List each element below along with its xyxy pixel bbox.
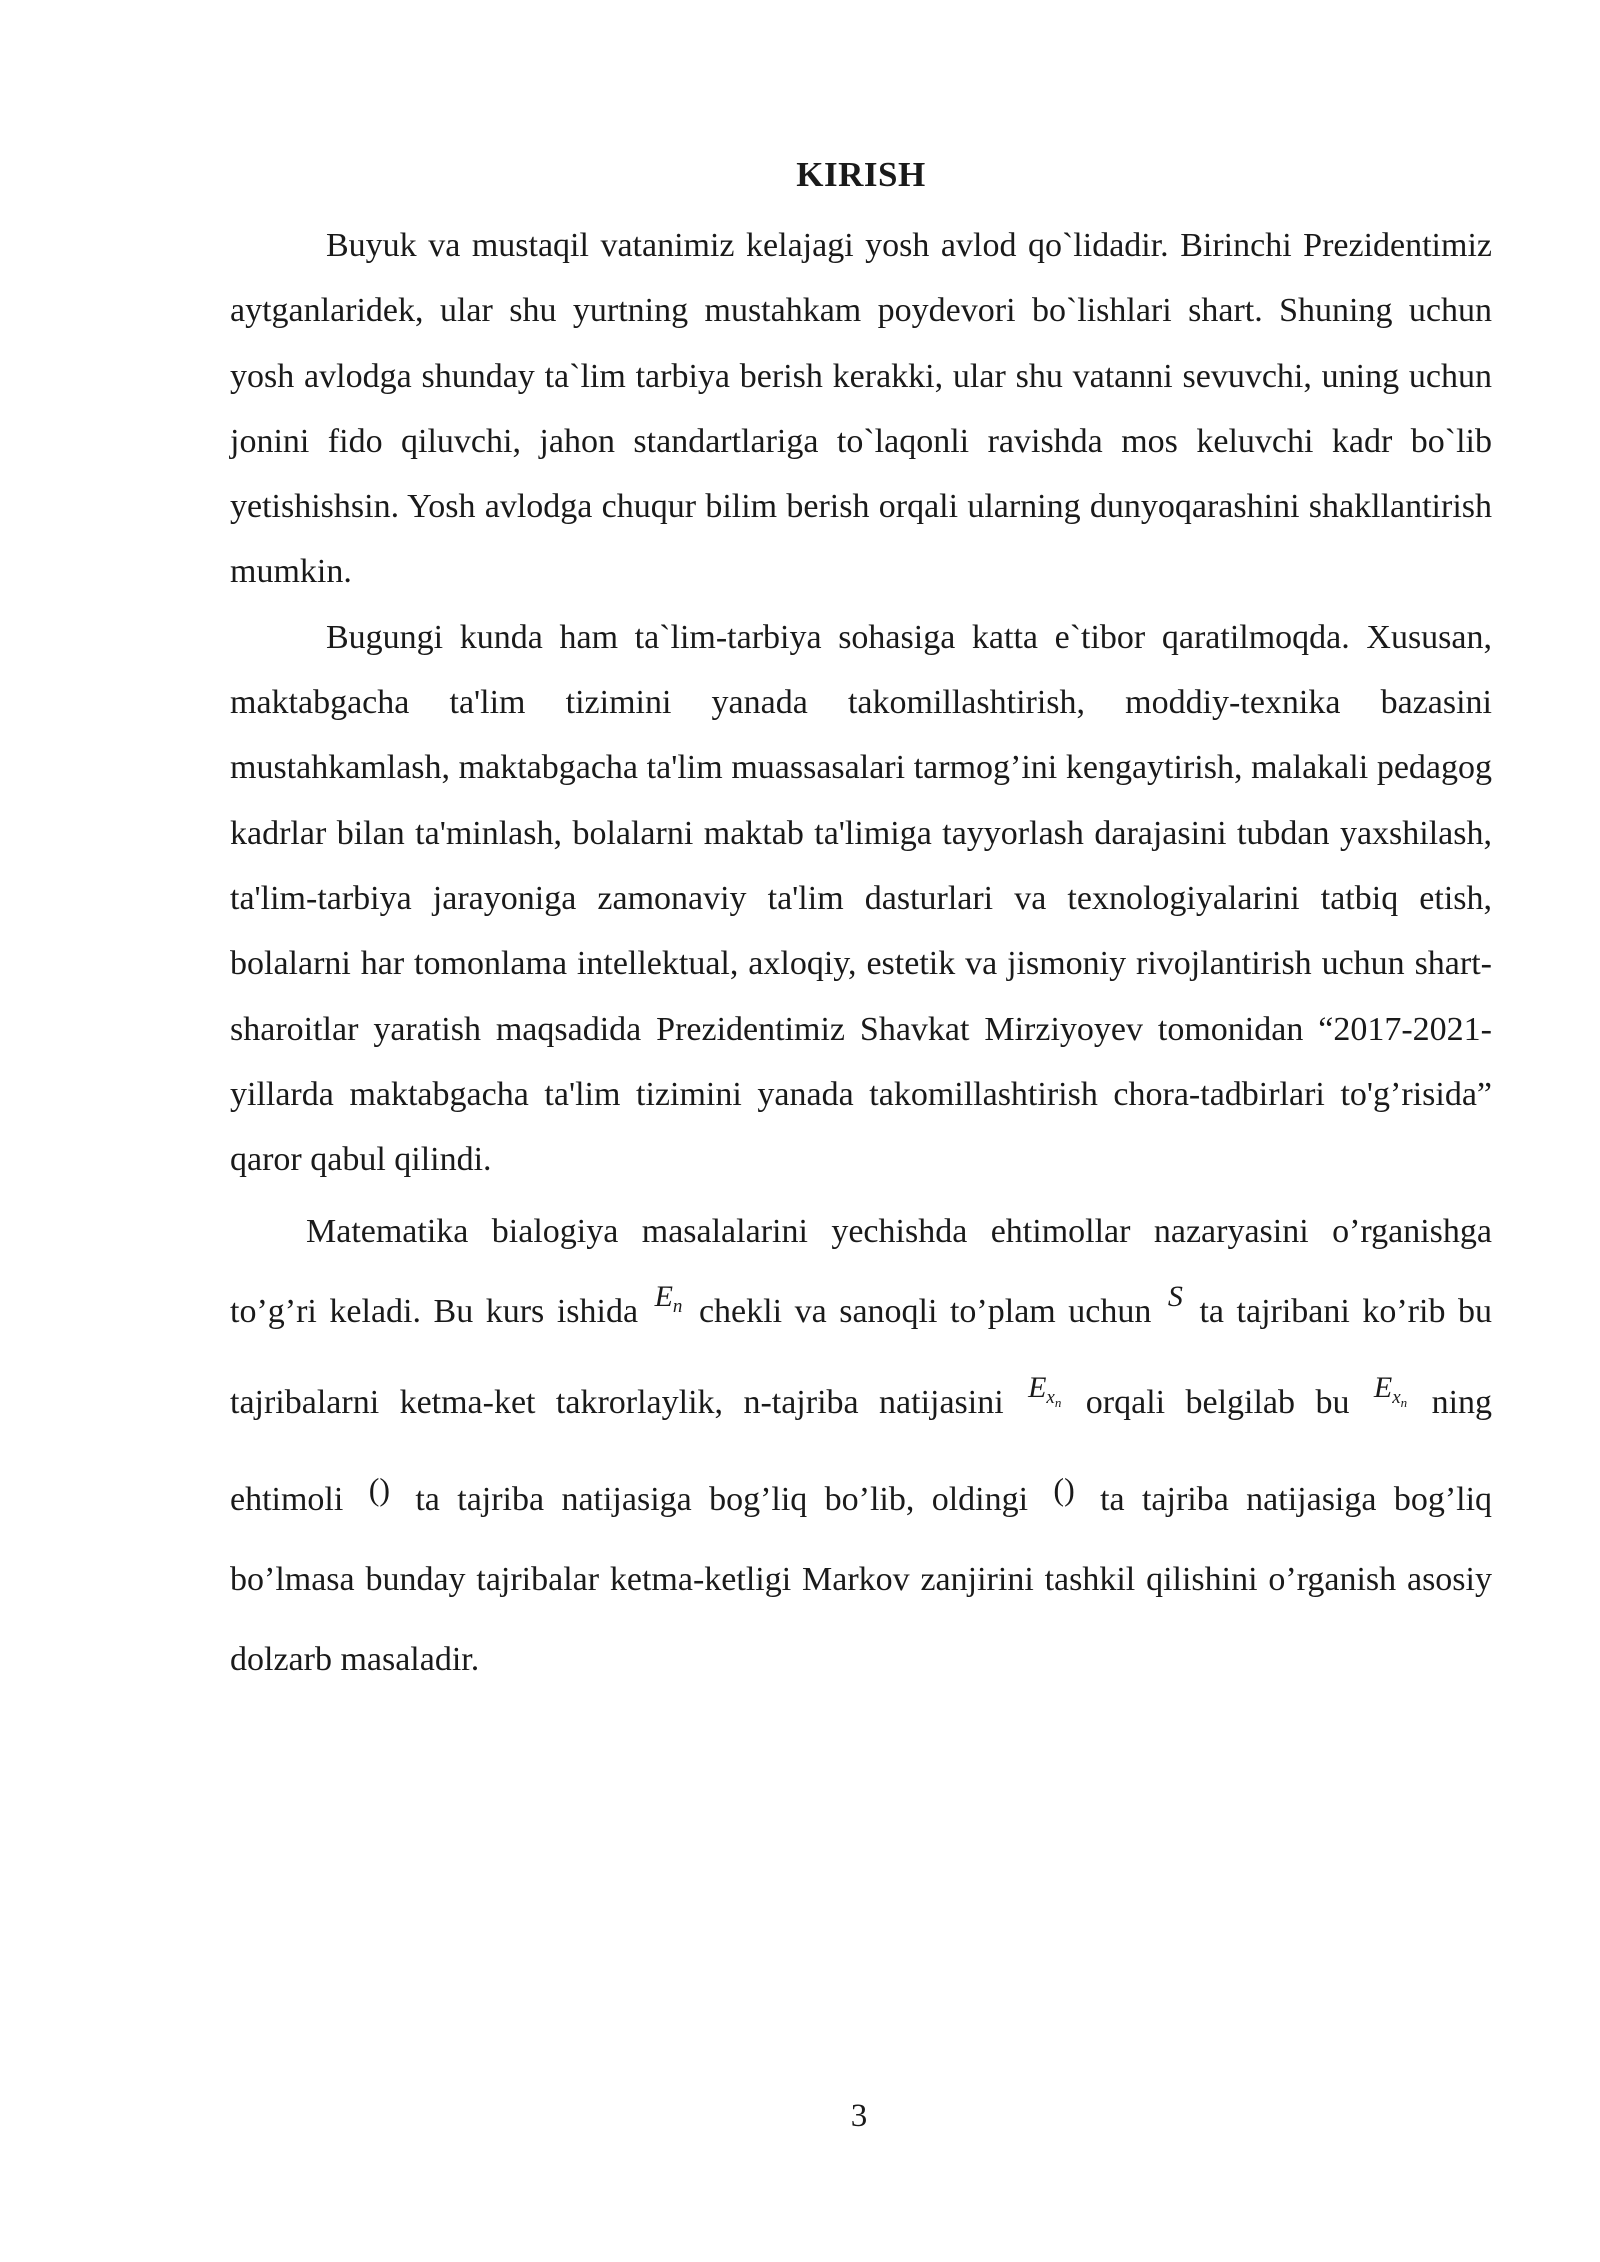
math-S: S [1167, 1280, 1183, 1314]
paragraph-text: chekli va sanoqli to’plam uchun [698, 1293, 1152, 1331]
math-symbol: E [654, 1280, 673, 1314]
paragraph-text: Matematika bialogiya masalalarini yechishda ehtimollar nazaryasini o’rganishga to’g’ri keladi. Bu kurs ishida [230, 1213, 1492, 1331]
math-subscript: n [1400, 1395, 1408, 1411]
paragraph-text: ta tajribani ko’rib bu tajribalarni ketma-ket takrorlaylik, n-tajriba natijasini [230, 1293, 1492, 1422]
math-symbol: E [1373, 1371, 1393, 1405]
math-E-n [654, 1280, 683, 1318]
page-number: 3 [850, 2098, 868, 2134]
math-parentheses: () [1053, 1471, 1075, 1508]
paragraph-markov [230, 1192, 1492, 1700]
math-subscript: n [672, 1296, 683, 1318]
document-page [230, 150, 1492, 1700]
paragraph-text: ta tajriba natijasiga bog’liq bo’lmasa bunday tajribalar ketma-ketligi Markov zanjirini tashkil qilishini o’rganish asosiy dolzarb masaladir. [230, 1481, 1493, 1679]
paragraph-text: orqali belgilab bu [1085, 1384, 1350, 1422]
math-subscript: n [1054, 1395, 1062, 1411]
math-E-xn [1028, 1371, 1062, 1411]
paragraph-intro: Buyuk va mustaqil vatanimiz kelajagi yosh avlod qo`lidadir. Birinchi Prezidentimiz aytganlaridek, ular shu yurtning mustahkam poydevori bo`lishlari shart. Shuning uchun yosh avlodga shunday ta`lim tarbiya berish kerakki, ular shu vatanni sevuvchi, uning uchun jonini fido qiluvchi, jahon standartlariga to`laqonli ravishda mos keluvchi kadr bo`lib yetishishsin. Yosh avlodga chuqur bilim berish orqali ularning dunyoqarashini shakllantirish mumkin. [230, 227, 1492, 591]
math-symbol: E [1028, 1371, 1047, 1405]
math-subscript: x [1046, 1387, 1055, 1409]
paragraph-text: ta tajriba natijasiga bog’liq bo’lib, oldingi [415, 1481, 1029, 1519]
math-parentheses: () [368, 1471, 390, 1508]
paragraph-text: ning ehtimoli [230, 1384, 1493, 1519]
page-title: KIRISH [796, 155, 926, 194]
math-subscript: x [1392, 1387, 1401, 1409]
math-E-xn [1373, 1371, 1408, 1411]
paragraph-education: Bugungi kunda ham ta`lim-tarbiya sohasiga katta e`tibor qaratilmoqda. Xususan, maktabgacha ta'lim tizimini yanada takomillashtirish, moddiy-texnika bazasini mustahkamlash, maktabgacha ta'lim muassasalari tarmog’ini kengaytirish, malakali pedagog kadrlar bilan ta'minlash, bolalarni maktab ta'limiga tayyorlash darajasini tubdan yaxshilash, ta'lim-tarbiya jarayoniga zamonaviy ta'lim dasturlari va texnologiyalarini tatbiq etish, bolalarni har tomonlama intellektual, axloqiy, estetik va jismoniy rivojlantirish uchun shart-sharoitlar yaratish maqsadida Prezidentimiz Shavkat Mirziyoyev tomonidan “2017-2021-yillarda maktabgacha ta'lim tizimini yanada takomillashtirish chora-tadbirlari to'g’risida” qaror qabul qilindi. [230, 618, 1492, 1179]
